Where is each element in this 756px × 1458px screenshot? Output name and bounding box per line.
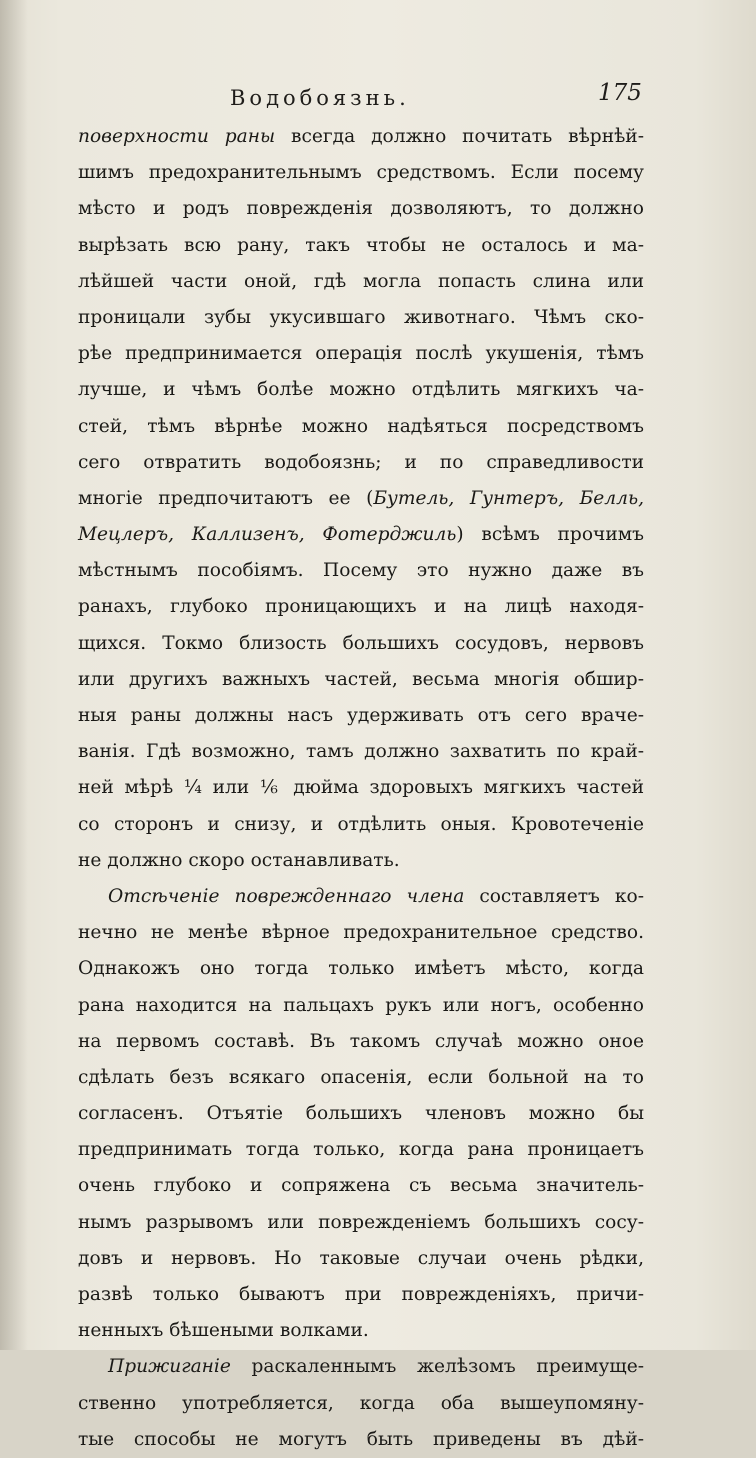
text-line: Отсѣченіе поврежденнаго члена составляетъ ко-: [108, 885, 644, 907]
text-line: рѣе предпринимается операція послѣ укушенія, тѣмъ: [78, 343, 644, 365]
italic-names: Бутель, Гунтеръ, Белль,: [373, 487, 645, 509]
italic-phrase: Отсѣченіе поврежденнаго члена: [108, 885, 465, 907]
paragraph: [78, 119, 644, 879]
text-line: очень глубоко и сопряжена съ весьма значитель-: [78, 1175, 644, 1197]
text-line: вырѣзать всю рану, такъ чтобы не осталось и ма-: [78, 234, 644, 256]
text-line: Мецлеръ, Каллизенъ, Фотерджиль) всѣмъ прочимъ: [78, 524, 645, 546]
text-line: нымъ разрывомъ или поврежденіемъ большихъ сосу-: [78, 1211, 644, 1233]
text-line: мѣстнымъ пособіямъ. Посему это нужно даже въ: [78, 560, 644, 582]
text-line: ственно употребляется, когда оба вышеупомяну-: [78, 1392, 644, 1414]
page-number: 175: [598, 80, 642, 106]
text-line: многіе предпочитаютъ ее (Бутель, Гунтеръ, Белль,: [78, 487, 645, 509]
italic-names: Мецлеръ, Каллизенъ, Фотерджиль: [78, 524, 457, 546]
text-line: нечно не менѣе вѣрное предохранительное средство.: [78, 922, 644, 944]
text-line: шимъ предохранительнымъ средствомъ. Если посему: [78, 162, 644, 184]
text-line: тые способы не могутъ быть приведены въ дѣй-: [78, 1428, 644, 1450]
text-line: мѣсто и родъ поврежденія дозволяютъ, то должно: [78, 198, 644, 220]
text-line: лучше, и чѣмъ болѣе можно отдѣлить мягкихъ ча-: [78, 379, 644, 401]
text-line: предпринимать тогда только, когда рана проницаетъ: [78, 1139, 644, 1161]
text-line: проницали зубы укусившаго животнаго. Чѣмъ ско-: [78, 306, 644, 328]
line-rest: всегда должно почитать вѣрнѣй-: [291, 126, 644, 147]
italic-phrase: поверхности раны: [78, 126, 276, 147]
page-gutter-shadow: [0, 0, 28, 1350]
text-line: не должно скоро останавливать.: [78, 849, 400, 871]
body-text: [78, 119, 644, 1458]
text-line: рана находится на пальцахъ рукъ или ногъ, особенно: [78, 994, 644, 1016]
italic-phrase: Прижиганіе: [108, 1356, 231, 1378]
page-header: [0, 80, 756, 124]
text-line: развѣ только бываютъ при поврежденіяхъ, причи-: [78, 1284, 644, 1305]
text-line: сего отвратить водобоязнь; и по справедливости: [78, 451, 644, 473]
text-line: сдѣлать безъ всякаго опасенія, если больной на то: [78, 1066, 644, 1088]
text-line: ненныхъ бѣшеными волками.: [78, 1320, 369, 1342]
text-line: со сторонъ и снизу, и отдѣлить оныя. Кровотеченіе: [78, 813, 644, 835]
text-line: согласенъ. Отъятіе большихъ членовъ можно бы: [78, 1103, 644, 1125]
text-line: щихся. Токмо близость большихъ сосудовъ, нервовъ: [78, 632, 644, 654]
paragraph: [78, 1349, 644, 1458]
text-line: стей, тѣмъ вѣрнѣе можно надѣяться посредствомъ: [78, 415, 644, 437]
text-line: лѣйшей части оной, гдѣ могла попасть слина или: [78, 270, 644, 292]
text-line: Однакожъ оно тогда только имѣетъ мѣсто, когда: [78, 958, 644, 980]
text-line: довъ и нервовъ. Но таковые случаи очень рѣдки,: [78, 1247, 644, 1269]
text-line: или другихъ важныхъ частей, весьма многія обшир-: [78, 668, 644, 690]
text-line: ныя раны должны насъ удерживать отъ сего враче-: [78, 705, 644, 726]
text-line: ванія. Гдѣ возможно, тамъ должно захватить по край-: [78, 741, 644, 763]
running-head: Водобоязнь.: [230, 86, 410, 110]
text-line: Прижиганіе раскаленнымъ желѣзомъ преимуще-: [108, 1356, 644, 1378]
paragraph: [78, 879, 644, 1349]
text-line: на первомъ составѣ. Въ такомъ случаѣ можно оное: [78, 1030, 644, 1052]
text-line: [78, 119, 644, 155]
text-line: ней мѣрѣ ¼ или ⅙ дюйма здоровыхъ мягкихъ частей: [78, 777, 644, 799]
text-line: ранахъ, глубоко проницающихъ и на лицѣ находя-: [78, 596, 644, 618]
